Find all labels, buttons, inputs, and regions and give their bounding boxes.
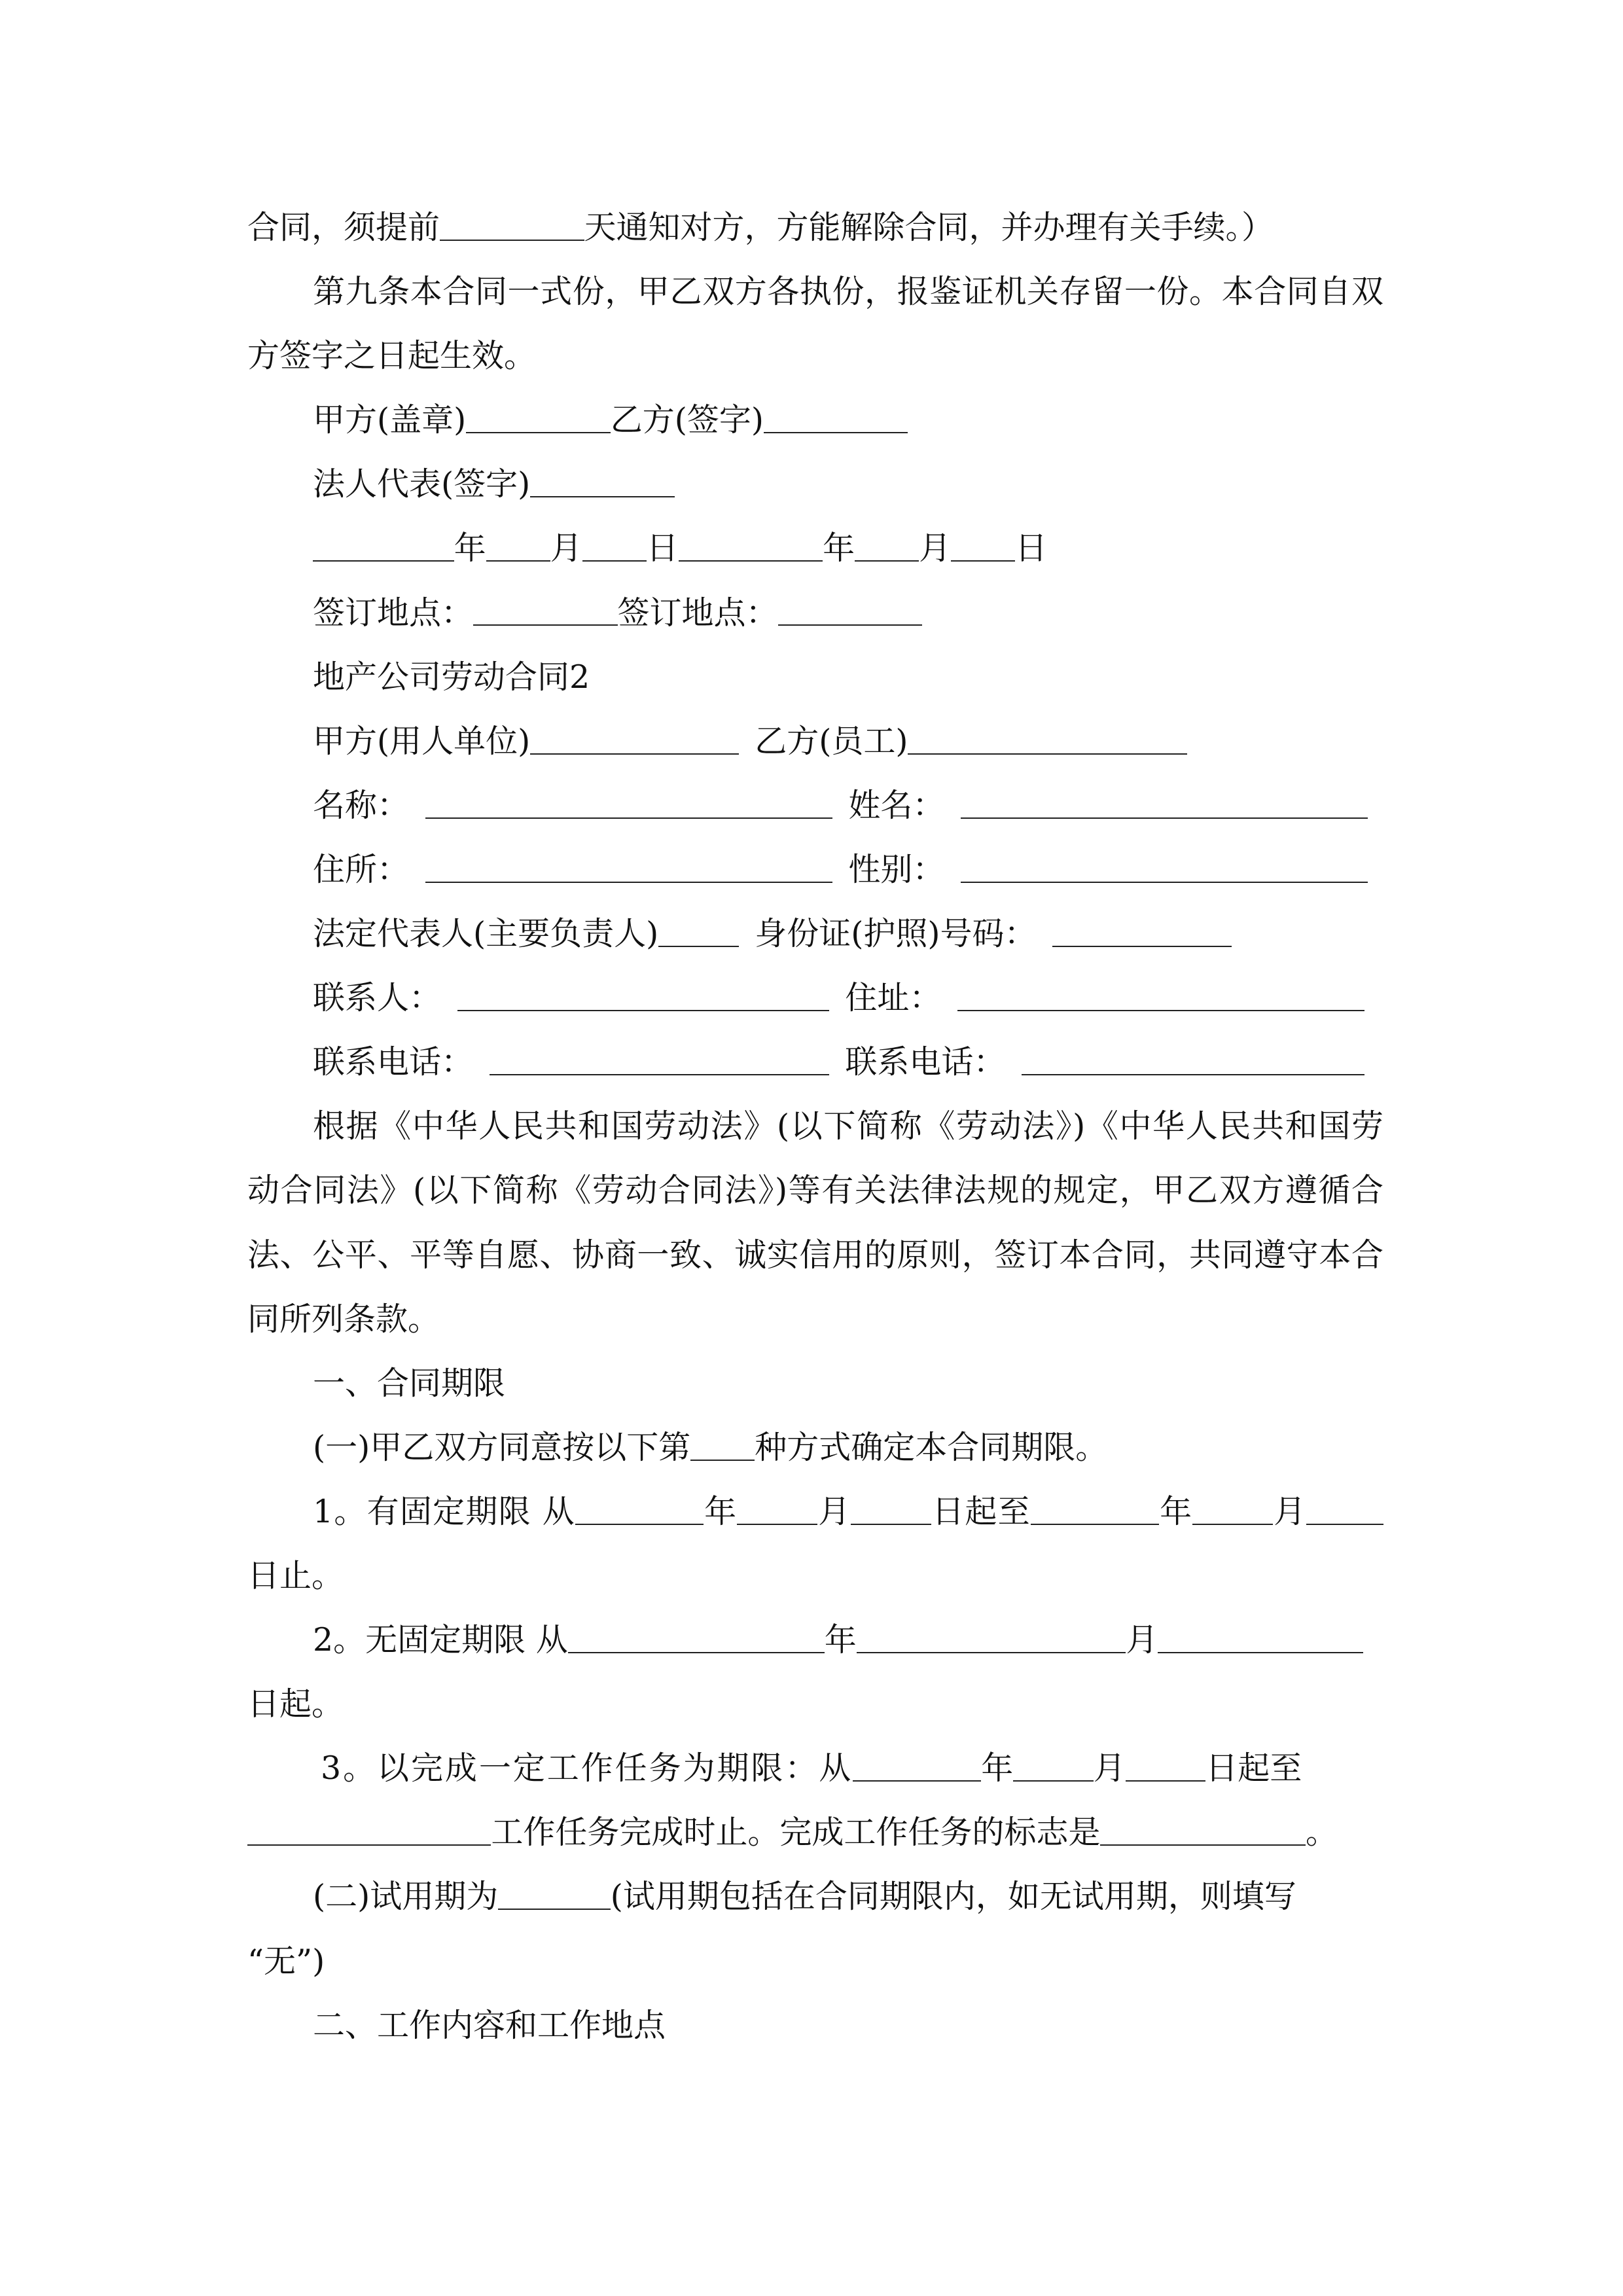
text: 3。以完成一定工作任务为期限：从 [321, 1749, 853, 1787]
text: 签订地点： [617, 594, 778, 632]
line [247, 1416, 1383, 1480]
text: (试用期包括在合同期限内，如无试用期，则填写 [610, 1878, 1296, 1916]
text: 月 [1126, 1621, 1158, 1659]
text: 住址： [845, 979, 942, 1017]
document-page [247, 196, 1383, 2058]
text: 2。无固定期限 从 [313, 1621, 568, 1659]
blank-field[interactable] [498, 1880, 611, 1910]
text: 年 [1158, 1492, 1193, 1530]
line [247, 581, 1383, 645]
blank-field[interactable] [530, 467, 675, 497]
line [247, 1480, 1383, 1544]
paragraph-line: 动合同法》(以下简称《劳动合同法》)等有关法律法规的规定，甲乙双方遵循合 [247, 1172, 1383, 1210]
blank-field[interactable] [951, 531, 1015, 562]
blank-field[interactable] [857, 1623, 1126, 1653]
blank-field[interactable] [961, 789, 1368, 819]
blank-field[interactable] [530, 725, 739, 755]
blank-field[interactable] [486, 531, 550, 562]
blank-field[interactable] [425, 789, 832, 819]
text: 联系人： [313, 979, 442, 1017]
text: 年 [703, 1492, 738, 1530]
line: 第九条本合同一式份，甲乙双方各执份，报鉴证机关存留一份。本合同自双 [313, 273, 1383, 311]
line [247, 388, 1383, 452]
line [247, 902, 1383, 966]
text: 年 [823, 529, 855, 567]
text: 合同，须提前 [247, 209, 440, 246]
text: 住所： [313, 850, 410, 888]
blank-field[interactable] [313, 531, 454, 562]
blank-field[interactable] [582, 531, 647, 562]
line: 日起。 [247, 1685, 344, 1723]
text: 月 [1272, 1492, 1307, 1530]
blank-field[interactable] [247, 1816, 491, 1846]
line [247, 1736, 1383, 1801]
blank-field[interactable] [690, 1431, 755, 1461]
text: 月 [919, 529, 952, 567]
line [247, 774, 1383, 838]
blank-field[interactable] [425, 853, 832, 883]
text: 联系电话： [313, 1043, 474, 1081]
text: 年 [981, 1749, 1014, 1787]
date-line [247, 516, 1383, 581]
paragraph-line: 同所列条款。 [247, 1300, 440, 1338]
blank-field[interactable] [1100, 1816, 1306, 1846]
text: 法定代表人(主要负责人) [313, 915, 659, 953]
text: 姓名： [848, 786, 945, 824]
text: 工作任务完成时止。完成工作任务的标志是 [491, 1814, 1101, 1852]
text: 月 [1093, 1749, 1126, 1787]
blank-field[interactable] [851, 1495, 931, 1525]
blank-field[interactable] [1052, 917, 1232, 947]
section-heading: 一、合同期限 [313, 1364, 506, 1402]
text: 身份证(护照)号码： [755, 915, 1037, 953]
line: “无”) [247, 1942, 325, 1980]
text: 日 [646, 529, 679, 567]
blank-field[interactable] [568, 1623, 825, 1653]
text: 联系电话： [845, 1043, 1006, 1081]
blank-field[interactable] [658, 917, 739, 947]
section-heading: 二、工作内容和工作地点 [313, 2006, 666, 2044]
text: 甲方(盖章) [313, 401, 467, 439]
blank-field[interactable] [1031, 1495, 1159, 1525]
line [247, 838, 1383, 902]
text: 名称： [313, 786, 410, 824]
blank-field[interactable] [1013, 1751, 1094, 1782]
text: 乙方(员工) [755, 722, 908, 760]
line: 方签字之日起生效。 [247, 337, 537, 375]
line [247, 1865, 1383, 1929]
section-title: 地产公司劳动合同2 [313, 658, 590, 696]
line [247, 1030, 1383, 1094]
line [247, 452, 1383, 516]
blank-field[interactable] [1306, 1495, 1383, 1525]
blank-field[interactable] [466, 403, 611, 433]
text: 日起至 [1205, 1749, 1302, 1787]
blank-field[interactable] [490, 1045, 829, 1075]
blank-field[interactable] [855, 531, 919, 562]
line: 日止。 [247, 1556, 344, 1594]
blank-field[interactable] [1158, 1623, 1363, 1653]
blank-field[interactable] [1192, 1495, 1273, 1525]
line [247, 966, 1383, 1030]
text: (二)试用期为 [313, 1878, 499, 1916]
paragraph-line: 根据《中华人民共和国劳动法》(以下简称《劳动法》)《中华人民共和国劳 [313, 1107, 1383, 1145]
blank-field[interactable] [957, 981, 1364, 1011]
text: 1。有固定期限 从 [313, 1492, 575, 1530]
text: 法人代表(签字) [313, 465, 531, 503]
blank-field[interactable] [764, 403, 908, 433]
blank-field[interactable] [679, 531, 823, 562]
text: 日起至 [931, 1492, 1031, 1530]
blank-field[interactable] [457, 981, 829, 1011]
blank-field[interactable] [473, 596, 618, 626]
text: 月 [817, 1492, 851, 1530]
blank-field[interactable] [908, 725, 1186, 755]
blank-field[interactable] [575, 1495, 704, 1525]
text: 种方式确定本合同期限。 [755, 1428, 1108, 1466]
text: 年 [454, 529, 486, 567]
blank-field[interactable] [853, 1751, 981, 1782]
text: 。 [1306, 1814, 1338, 1852]
text: 性别： [848, 850, 945, 888]
text: 天通知对方，方能解除合同，并办理有关手续。） [584, 209, 1274, 246]
text: 乙方(签字) [610, 401, 764, 439]
blank-field[interactable] [961, 853, 1368, 883]
blank-field[interactable] [1126, 1751, 1206, 1782]
text: 月 [550, 529, 582, 567]
text: 日 [1015, 529, 1048, 567]
text: 签订地点： [313, 594, 474, 632]
line [247, 196, 1383, 260]
text: (一)甲乙双方同意按以下第 [313, 1428, 691, 1466]
blank-field[interactable] [1022, 1045, 1364, 1075]
text: 甲方(用人单位) [313, 722, 531, 760]
blank-field[interactable] [737, 1495, 817, 1525]
line [247, 709, 1383, 774]
blank-field[interactable] [778, 596, 923, 626]
blank-field[interactable] [440, 211, 584, 241]
line [247, 1608, 1383, 1672]
paragraph-line: 法、公平、平等自愿、协商一致、诚实信用的原则，签订本合同，共同遵守本合 [247, 1236, 1383, 1274]
line [247, 1801, 1383, 1865]
text: 年 [824, 1621, 857, 1659]
